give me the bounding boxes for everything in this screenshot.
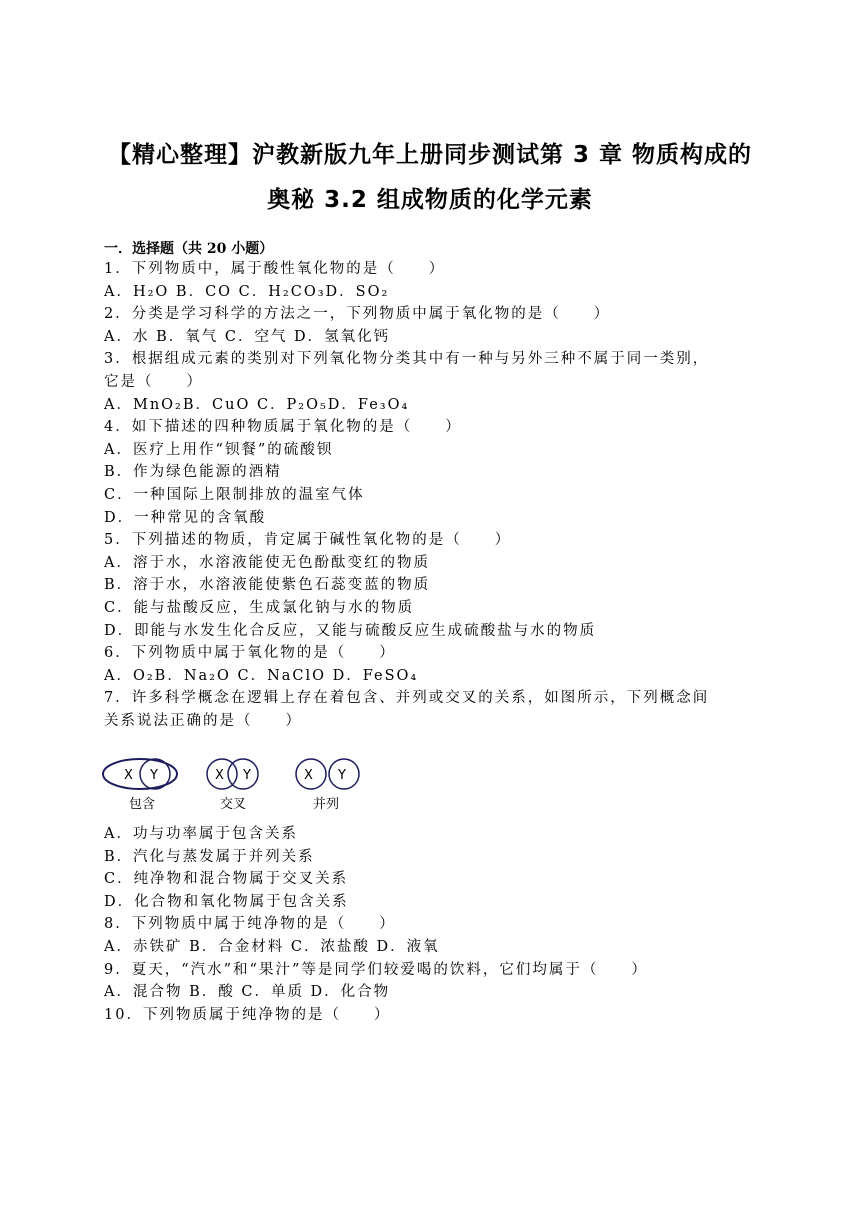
question-line: 7．许多科学概念在逻辑上存在着包含、并列或交叉的关系，如图所示，下列概念间 bbox=[104, 690, 710, 707]
venn-parallel-y: Y bbox=[338, 768, 346, 783]
question-line: A．功与功率属于包含关系 bbox=[104, 826, 298, 842]
venn-parallel-x: X bbox=[304, 768, 313, 783]
question-line: 8．下列物质中属于纯净物的是（ ） bbox=[104, 916, 396, 933]
question-line: C．一种国际上限制排放的温室气体 bbox=[104, 487, 365, 503]
question-line: 6．下列物质中属于氧化物的是（ ） bbox=[104, 645, 396, 662]
venn-parallel-label: 并列 bbox=[312, 797, 340, 812]
question-line: B．汽化与蒸发属于并列关系 bbox=[104, 848, 315, 865]
document-title-line-1: 【精心整理】沪教新版九年上册同步测试第 3 章 物质构成的 bbox=[107, 142, 753, 168]
venn-intersect-label: 交叉 bbox=[219, 797, 247, 812]
question-line: 它是（ ） bbox=[104, 374, 203, 390]
venn-contain-y: Y bbox=[150, 768, 158, 783]
question-line: A．混合物 B．酸 C．单质 D．化合物 bbox=[104, 984, 391, 1001]
venn-contain-label: 包含 bbox=[128, 797, 156, 812]
question-line: 关系说法正确的是（ ） bbox=[104, 713, 302, 729]
venn-contain-x: X bbox=[124, 768, 133, 783]
venn-contain bbox=[103, 759, 177, 812]
question-line: D．一种常见的含氧酸 bbox=[104, 509, 267, 526]
document-title-line-2: 奥秘 3.2 组成物质的化学元素 bbox=[267, 187, 593, 213]
venn-parallel bbox=[296, 759, 359, 812]
question-line: A．H₂O B．CO C．H₂CO₃D．SO₂ bbox=[104, 283, 390, 300]
question-line: 1．下列物质中，属于酸性氧化物的是（ ） bbox=[104, 261, 446, 277]
question-line: A．O₂B．Na₂O C．NaClO D．FeSO₄ bbox=[104, 667, 419, 684]
section-header: 一．选择题（共 20 小题） bbox=[104, 241, 274, 257]
question-line: B．作为绿色能源的酒精 bbox=[104, 464, 282, 481]
question-line: A．赤铁矿 B．合金材料 C．浓盐酸 D．液氧 bbox=[104, 939, 440, 955]
question-line: A．MnO₂B．CuO C．P₂O₅D．Fe₃O₄ bbox=[104, 396, 410, 413]
question-line: D．化合物和氧化物属于包含关系 bbox=[104, 893, 349, 910]
venn-intersect bbox=[207, 759, 258, 812]
question-line: 9．夏天，“汽水”和“果汁”等是同学们较爱喝的饮料，它们均属于（ ） bbox=[104, 961, 648, 978]
venn-intersect-x: X bbox=[215, 768, 224, 783]
question-line: A．溶于水，水溶液能使无色酚酞变红的物质 bbox=[104, 554, 430, 571]
question-line: 5．下列描述的物质，肯定属于碱性氧化物的是（ ） bbox=[104, 532, 512, 549]
question-line: D．即能与水发生化合反应，又能与硫酸反应生成硫酸盐与水的物质 bbox=[104, 622, 597, 639]
question-line: 10．下列物质属于纯净物的是（ ） bbox=[104, 1006, 391, 1023]
question-line: A．医疗上用作“钡餐”的硫酸钡 bbox=[104, 441, 334, 458]
question-line: 4．如下描述的四种物质属于氧化物的是（ ） bbox=[104, 419, 462, 436]
question-line: 2．分类是学习科学的方法之一，下列物质中属于氧化物的是（ ） bbox=[104, 306, 611, 323]
question-line: 3．根据组成元素的类别对下列氧化物分类其中有一种与另外三种不属于同一类别， bbox=[104, 351, 710, 368]
question-line: A．水 B．氧气 C．空气 D．氢氧化钙 bbox=[104, 328, 391, 345]
venn-diagram bbox=[100, 756, 380, 814]
question-line: C．能与盐酸反应，生成氯化钠与水的物质 bbox=[104, 600, 415, 616]
venn-intersect-y: Y bbox=[243, 768, 251, 783]
question-line: B．溶于水，水溶液能使紫色石蕊变蓝的物质 bbox=[104, 577, 431, 594]
question-line: C．纯净物和混合物属于交叉关系 bbox=[104, 871, 349, 888]
